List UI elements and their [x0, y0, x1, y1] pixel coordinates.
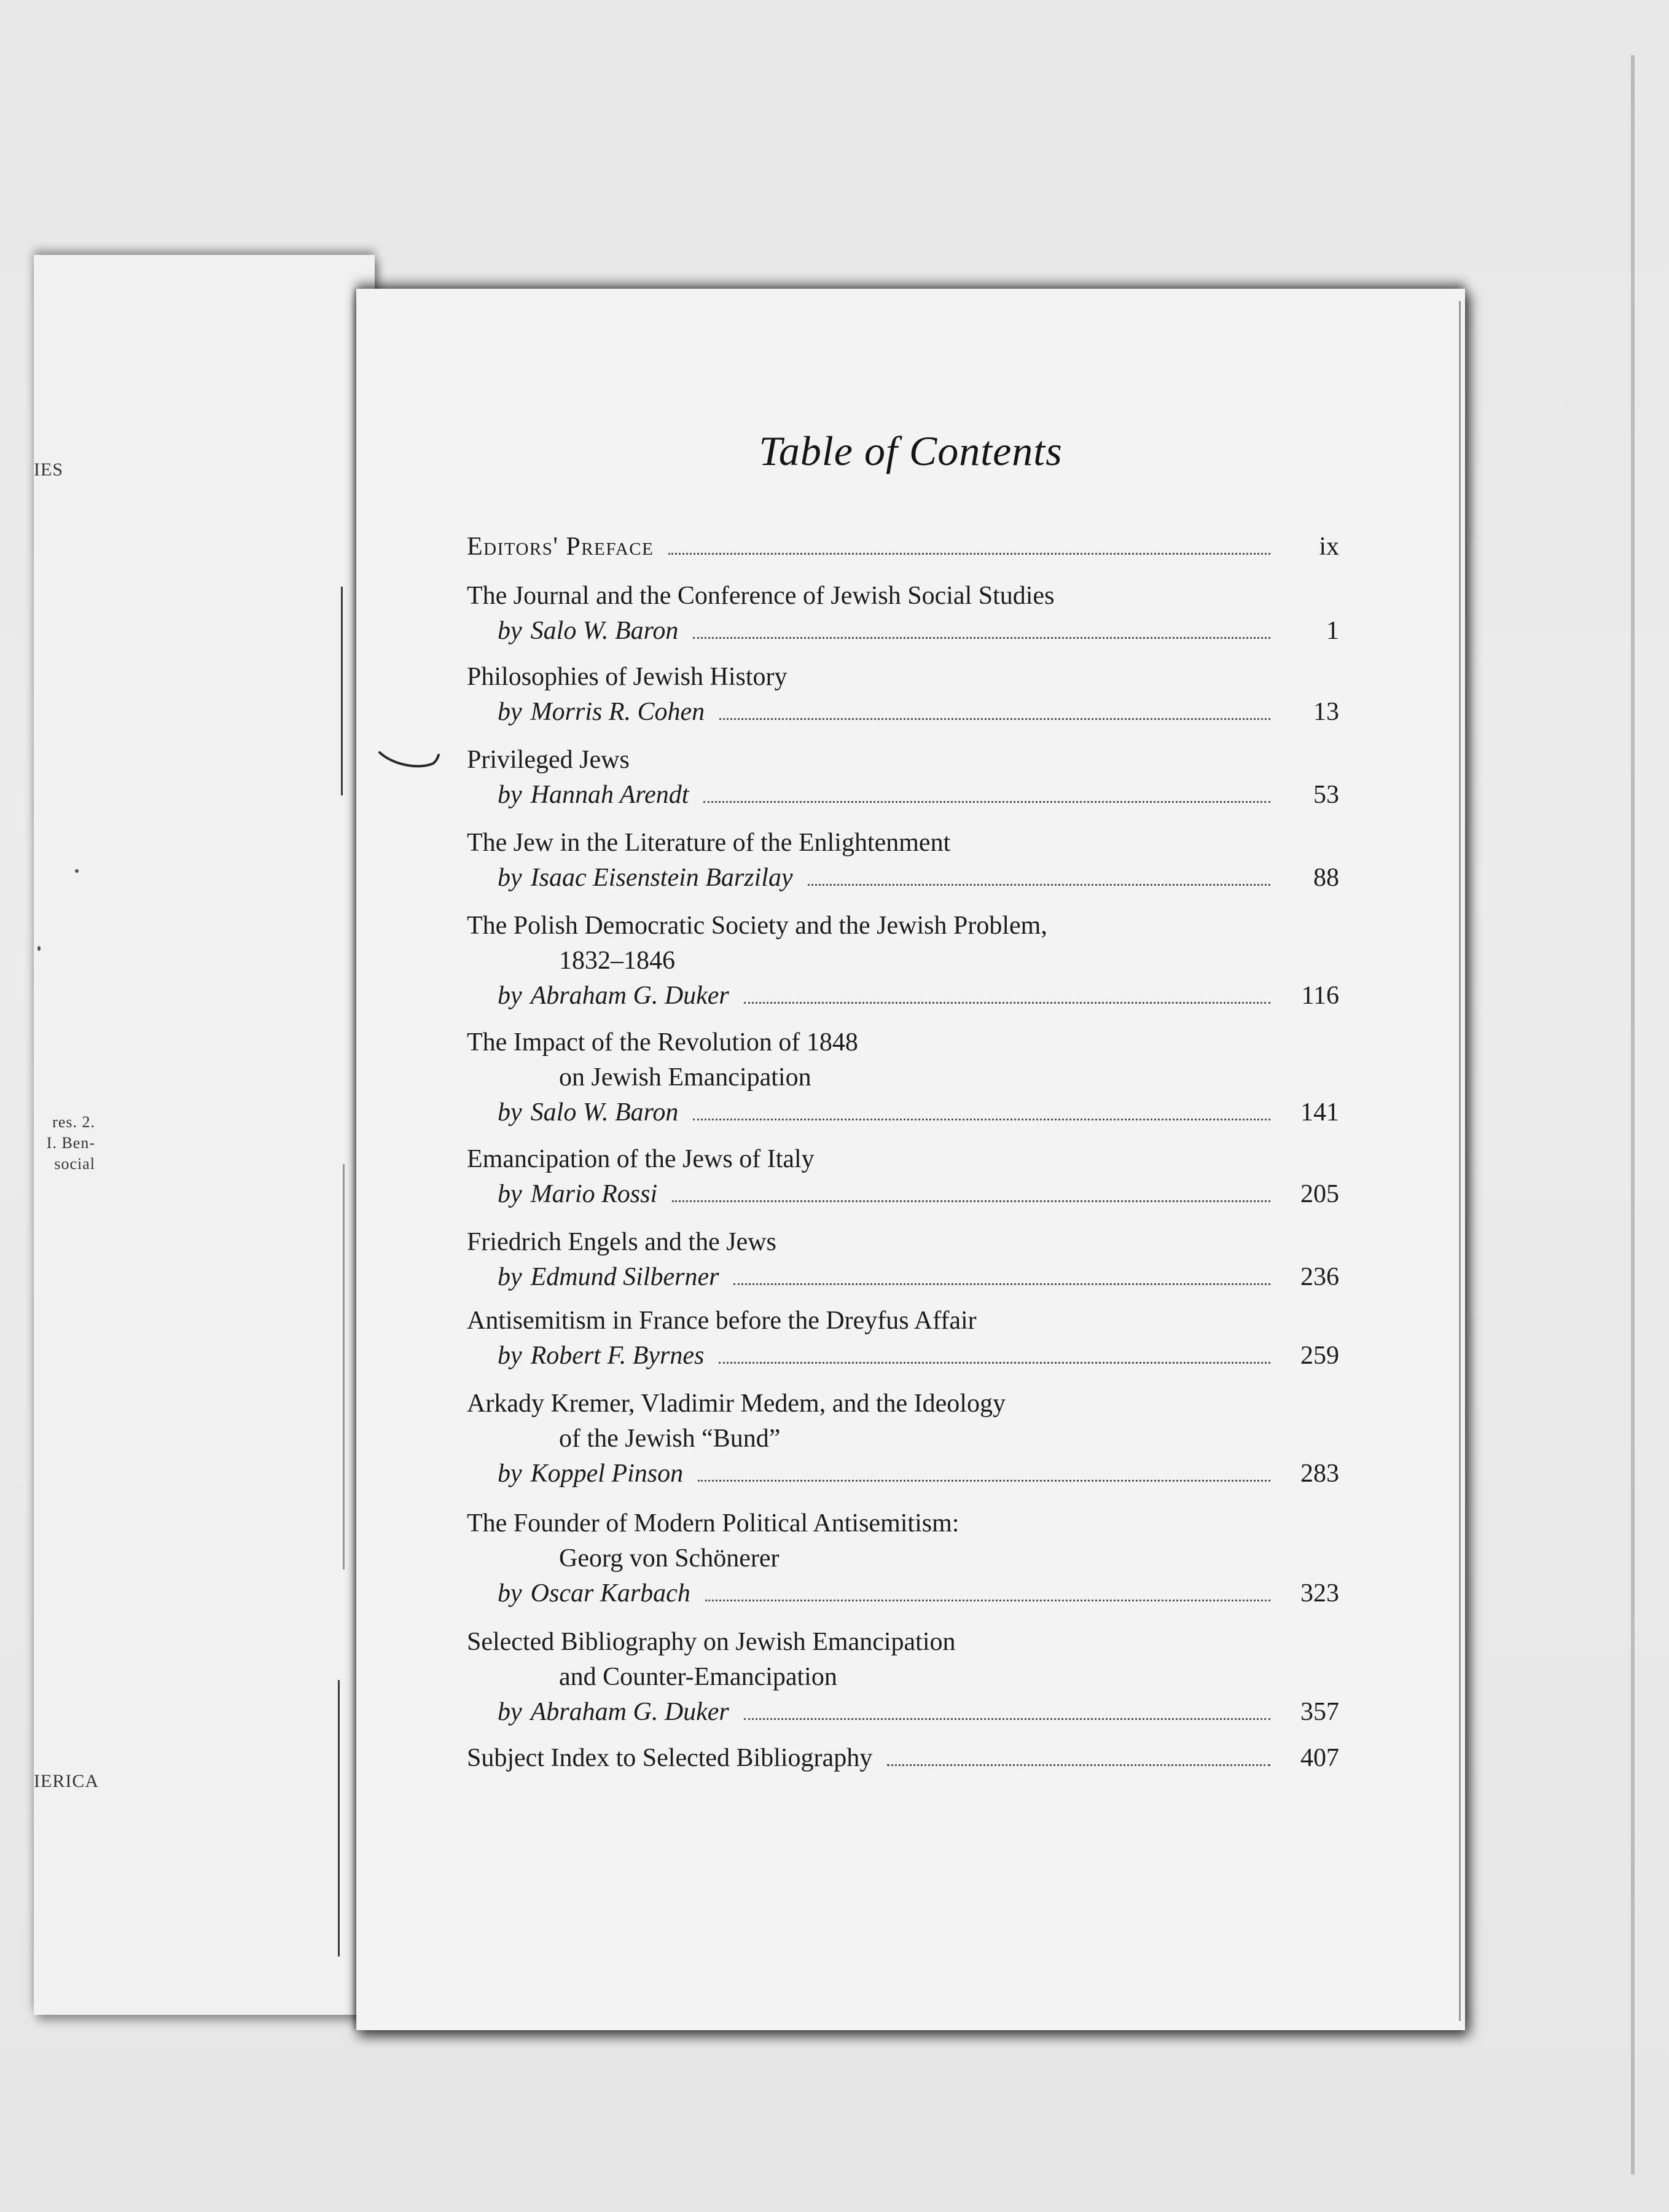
entry-title: Antisemitism in France before the Dreyfus Affair	[467, 1307, 977, 1335]
entry-author: Salo W. Baron	[530, 617, 679, 645]
entry-title-continuation: Georg von Schönerer	[559, 1544, 780, 1573]
entry-author-row	[467, 1578, 1339, 1609]
by-label: by	[498, 1098, 522, 1127]
entry-title: The Journal and the Conference of Jewish Social Studies	[467, 582, 1055, 610]
dot-leader	[705, 1581, 1270, 1601]
page-number: 205	[1300, 1180, 1339, 1208]
left-page-fragment: IES	[34, 459, 63, 480]
dot-leader	[672, 1182, 1270, 1202]
pencil-check-mark-icon	[375, 740, 448, 777]
editors-preface-row	[467, 531, 1339, 562]
dot-leader	[887, 1746, 1270, 1766]
dot-leader	[698, 1461, 1270, 1482]
entry-author: Hannah Arendt	[530, 781, 689, 809]
entry-author: Abraham G. Duker	[530, 1698, 729, 1726]
entry-title: Arkady Kremer, Vladimir Medem, and the Ideology	[467, 1389, 1006, 1418]
page-number: 323	[1300, 1579, 1339, 1608]
editors-preface-label: Editors' Preface	[467, 533, 654, 561]
dot-leader	[693, 619, 1270, 639]
page-number: 116	[1301, 982, 1339, 1010]
subject-index-label: Subject Index to Selected Bibliography	[467, 1744, 873, 1772]
entry-title-continuation: of the Jewish “Bund”	[559, 1425, 781, 1453]
left-page-speck	[75, 869, 79, 873]
left-page-fragment-line: social	[54, 1155, 95, 1173]
entry-title-continuation: and Counter-Emancipation	[559, 1663, 837, 1691]
page-number: 13	[1313, 698, 1339, 726]
entry-author: Mario Rossi	[530, 1180, 658, 1208]
entry-author-row	[467, 1097, 1339, 1128]
dot-leader	[703, 783, 1270, 803]
gutter-line	[341, 587, 343, 795]
by-label: by	[498, 982, 522, 1010]
page-number: 283	[1300, 1460, 1339, 1488]
entry-author-row	[467, 697, 1339, 727]
page-edge	[1459, 301, 1461, 2021]
by-label: by	[498, 1460, 522, 1488]
entry-author-row	[467, 1697, 1339, 1727]
page-number: 88	[1313, 864, 1339, 892]
entry-title: Emancipation of the Jews of Italy	[467, 1145, 815, 1173]
dot-leader	[744, 983, 1270, 1004]
gutter-line	[338, 1680, 340, 1956]
entry-author-row	[467, 862, 1339, 893]
entry-title: Philosophies of Jewish History	[467, 663, 788, 691]
page-number: 1	[1326, 617, 1339, 645]
subject-index-row	[467, 1743, 1339, 1773]
left-page-fragment: IERICA	[34, 1771, 99, 1791]
entry-author: Oscar Karbach	[530, 1579, 690, 1608]
entry-author-row	[467, 1340, 1339, 1371]
entry-author: Isaac Eisenstein Barzilay	[530, 864, 793, 892]
entry-author: Robert F. Byrnes	[530, 1342, 705, 1370]
dot-leader	[733, 1265, 1270, 1285]
dot-leader	[744, 1700, 1270, 1720]
entry-author: Abraham G. Duker	[530, 982, 729, 1010]
page-number: 141	[1300, 1098, 1339, 1127]
by-label: by	[498, 698, 522, 726]
entry-author: Edmund Silberner	[530, 1263, 719, 1291]
by-label: by	[498, 1342, 522, 1370]
page-title: Table of Contents	[759, 428, 1063, 474]
page-number: 357	[1300, 1698, 1339, 1726]
entry-author-row	[467, 1262, 1339, 1292]
entry-title-continuation: 1832–1846	[559, 947, 675, 975]
left-page-fragment	[34, 1112, 95, 1174]
by-label: by	[498, 1180, 522, 1208]
entry-title: Selected Bibliography on Jewish Emancipation	[467, 1628, 956, 1656]
left-page-speck	[37, 946, 41, 951]
entry-author-row	[467, 1179, 1339, 1210]
dot-leader	[668, 534, 1270, 555]
entry-title: Friedrich Engels and the Jews	[467, 1228, 776, 1256]
page-number: 259	[1300, 1342, 1339, 1370]
entry-author: Morris R. Cohen	[530, 698, 705, 726]
gutter-line	[343, 1164, 345, 1569]
entry-title: The Founder of Modern Political Antisemitism:	[467, 1509, 960, 1538]
entry-title: The Jew in the Literature of the Enlightenment	[467, 829, 951, 857]
left-page-fragment-line: res. 2.	[52, 1113, 95, 1131]
entry-author: Salo W. Baron	[530, 1098, 679, 1127]
left-page	[34, 255, 375, 2015]
entry-author-row	[467, 1458, 1339, 1489]
entry-title: Privileged Jews	[467, 746, 630, 774]
toc-page	[356, 289, 1465, 2030]
page-number: 407	[1300, 1744, 1339, 1772]
by-label: by	[498, 1698, 522, 1726]
entry-title-continuation: on Jewish Emancipation	[559, 1063, 811, 1092]
page-number: ix	[1319, 533, 1339, 561]
entry-title: The Impact of the Revolution of 1848	[467, 1028, 858, 1057]
background-edge	[1631, 55, 1635, 2175]
by-label: by	[498, 864, 522, 892]
entry-author: Koppel Pinson	[530, 1460, 684, 1488]
by-label: by	[498, 1263, 522, 1291]
dot-leader	[719, 700, 1270, 720]
dot-leader	[719, 1343, 1270, 1364]
by-label: by	[498, 1579, 522, 1608]
entry-author-row	[467, 980, 1339, 1011]
page-number: 236	[1300, 1263, 1339, 1291]
entry-title: The Polish Democratic Society and the Jewish Problem,	[467, 912, 1047, 940]
by-label: by	[498, 617, 522, 645]
dot-leader	[693, 1100, 1270, 1120]
entry-author-row	[467, 616, 1339, 646]
left-page-fragment-line: I. Ben-	[46, 1134, 95, 1152]
dot-leader	[808, 866, 1270, 886]
entry-author-row	[467, 780, 1339, 810]
page-number: 53	[1313, 781, 1339, 809]
by-label: by	[498, 781, 522, 809]
